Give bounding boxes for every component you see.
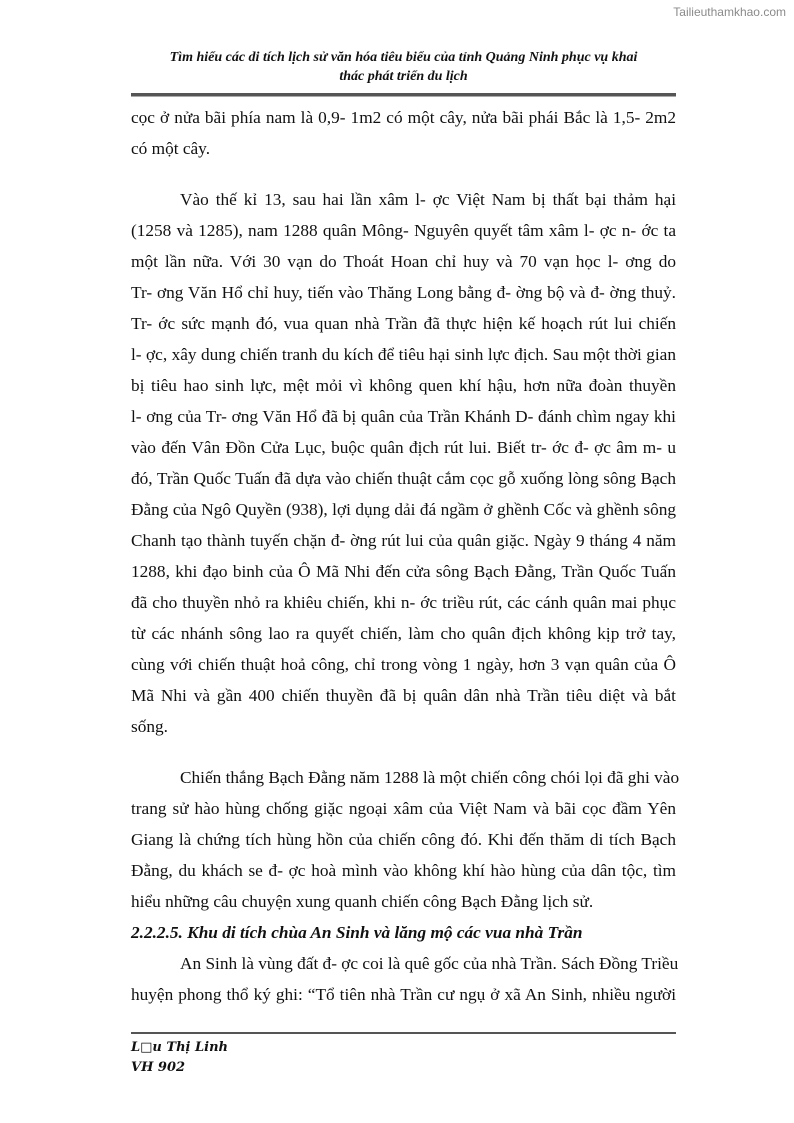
text-line: từ các nhánh sông lao ra quyết chiến, làm cho quân địch không kịp trở tay, [131, 624, 676, 643]
text-line: hiểu những câu chuyện xung quanh chiến công Bạch Đằng lịch sử. [131, 892, 594, 911]
paragraph [131, 948, 679, 1010]
text-line: Đằng của Ngô Quyền (938), lợi dụng dải đá ngầm ở ghềnh Cốc và ghềnh sông [131, 500, 676, 519]
text-line: (1258 và 1285), nam 1288 quân Mông- Nguyên quyết tâm xâm l- ợc n- ớc ta [131, 221, 676, 240]
text-line: trang sử hào hùng chống giặc ngoại xâm của Việt Nam và bãi cọc đầm Yên [131, 799, 676, 818]
running-header [131, 48, 676, 86]
text-line: Đằng, du khách se đ- ợc hoà mình vào không khí hào hùng của dân tộc, tìm [131, 861, 676, 880]
text-line: Mã Nhi và gần 400 chiến thuyền đã bị quân dân nhà Trần tiêu diệt và bắt [131, 686, 676, 705]
footer [131, 1038, 228, 1078]
text-line: cọc ở nửa bãi phía nam là 0,9- 1m2 có một cây, nửa bãi phái Bắc là 1,5- 2m2 [131, 108, 676, 127]
footer-class: VH 902 [131, 1060, 186, 1075]
paragraph [131, 762, 680, 917]
text-line: đã cho thuyền nhỏ ra khiêu chiến, khi n- ớc triều rút, các cánh quân mai phục [131, 593, 676, 612]
text-line: Chanh tạo thành tuyến chặn đ- ờng rút lui của quân giặc. Ngày 9 tháng 4 năm [131, 531, 676, 550]
text-line: có một cây. [131, 139, 211, 158]
text-line: sống. [131, 717, 168, 736]
text-line: l- ợc, xây dung chiến tranh du kích để tiêu hại sinh lực địch. Sau một thời gian [131, 345, 676, 364]
document-body [131, 102, 680, 1010]
text-line: bị tiêu hao sinh lực, mệt mỏi vì không quen khí hậu, hơn nữa đoàn thuyền [131, 376, 676, 395]
text-line: một lần nữa. Với 30 vạn do Thoát Hoan chỉ huy và 70 vạn học l- ơng do [131, 252, 676, 271]
text-line: 1288, khi đạo binh của Ô Mã Nhi đến cửa sông Bạch Đằng, Trần Quốc Tuấn [131, 562, 676, 581]
text-line: vào đến Vân Đồn Cửa Lục, buộc quân địch rút lui. Biết tr- ớc đ- ợc âm m- u [131, 438, 676, 457]
text-line: huyện phong thổ ký ghi: “Tổ tiên nhà Trần cư ngụ ở xã An Sinh, nhiều người [131, 985, 676, 1004]
text-line: l- ơng của Tr- ơng Văn Hổ đã bị quân của Trần Khánh D- đánh chìm ngay khi [131, 407, 676, 426]
paragraph [131, 102, 676, 164]
footer-rule [131, 1032, 676, 1034]
paragraph [131, 184, 676, 742]
footer-author: L□u Thị Linh [131, 1040, 228, 1055]
watermark: Tailieuthamkhao.com [673, 5, 786, 19]
text-line: An Sinh là vùng đất đ- ợc coi là quê gốc của nhà Trần. Sách Đồng Triều [180, 954, 679, 973]
section-heading: 2.2.2.5. Khu di tích chùa An Sinh và lăng mộ các vua nhà Trần [131, 923, 583, 942]
header-rule [131, 93, 676, 97]
text-line: đó, Trần Quốc Tuấn đã dựa vào chiến thuật cắm cọc gỗ xuống lòng sông Bạch [131, 469, 676, 488]
text-line: Chiến thắng Bạch Đằng năm 1288 là một chiến công chói lọi đã ghi vào [180, 768, 680, 787]
text-line: Tr- ơng Văn Hổ chỉ huy, tiến vào Thăng Long bằng đ- ờng bộ và đ- ờng thuỷ. [131, 283, 676, 302]
header-line-2: thác phát triển du lịch [339, 69, 468, 84]
text-line: Vào thế kỉ 13, sau hai lần xâm l- ợc Việt Nam bị thất bại thảm hại [180, 190, 676, 209]
text-line: Tr- ớc sức mạnh đó, vua quan nhà Trần đã thực hiện kế hoạch rút lui chiến [131, 314, 676, 333]
header-line-1: Tìm hiểu các di tích lịch sử văn hóa tiêu biểu của tỉnh Quảng Ninh phục vụ khai [169, 50, 638, 65]
text-line: cùng với chiến thuật hoả công, chỉ trong vòng 1 ngày, hơn 3 vạn quân của Ô [131, 655, 676, 674]
text-line: Giang là chứng tích hùng hồn của chiến công đó. Khi đến thăm di tích Bạch [131, 830, 676, 849]
